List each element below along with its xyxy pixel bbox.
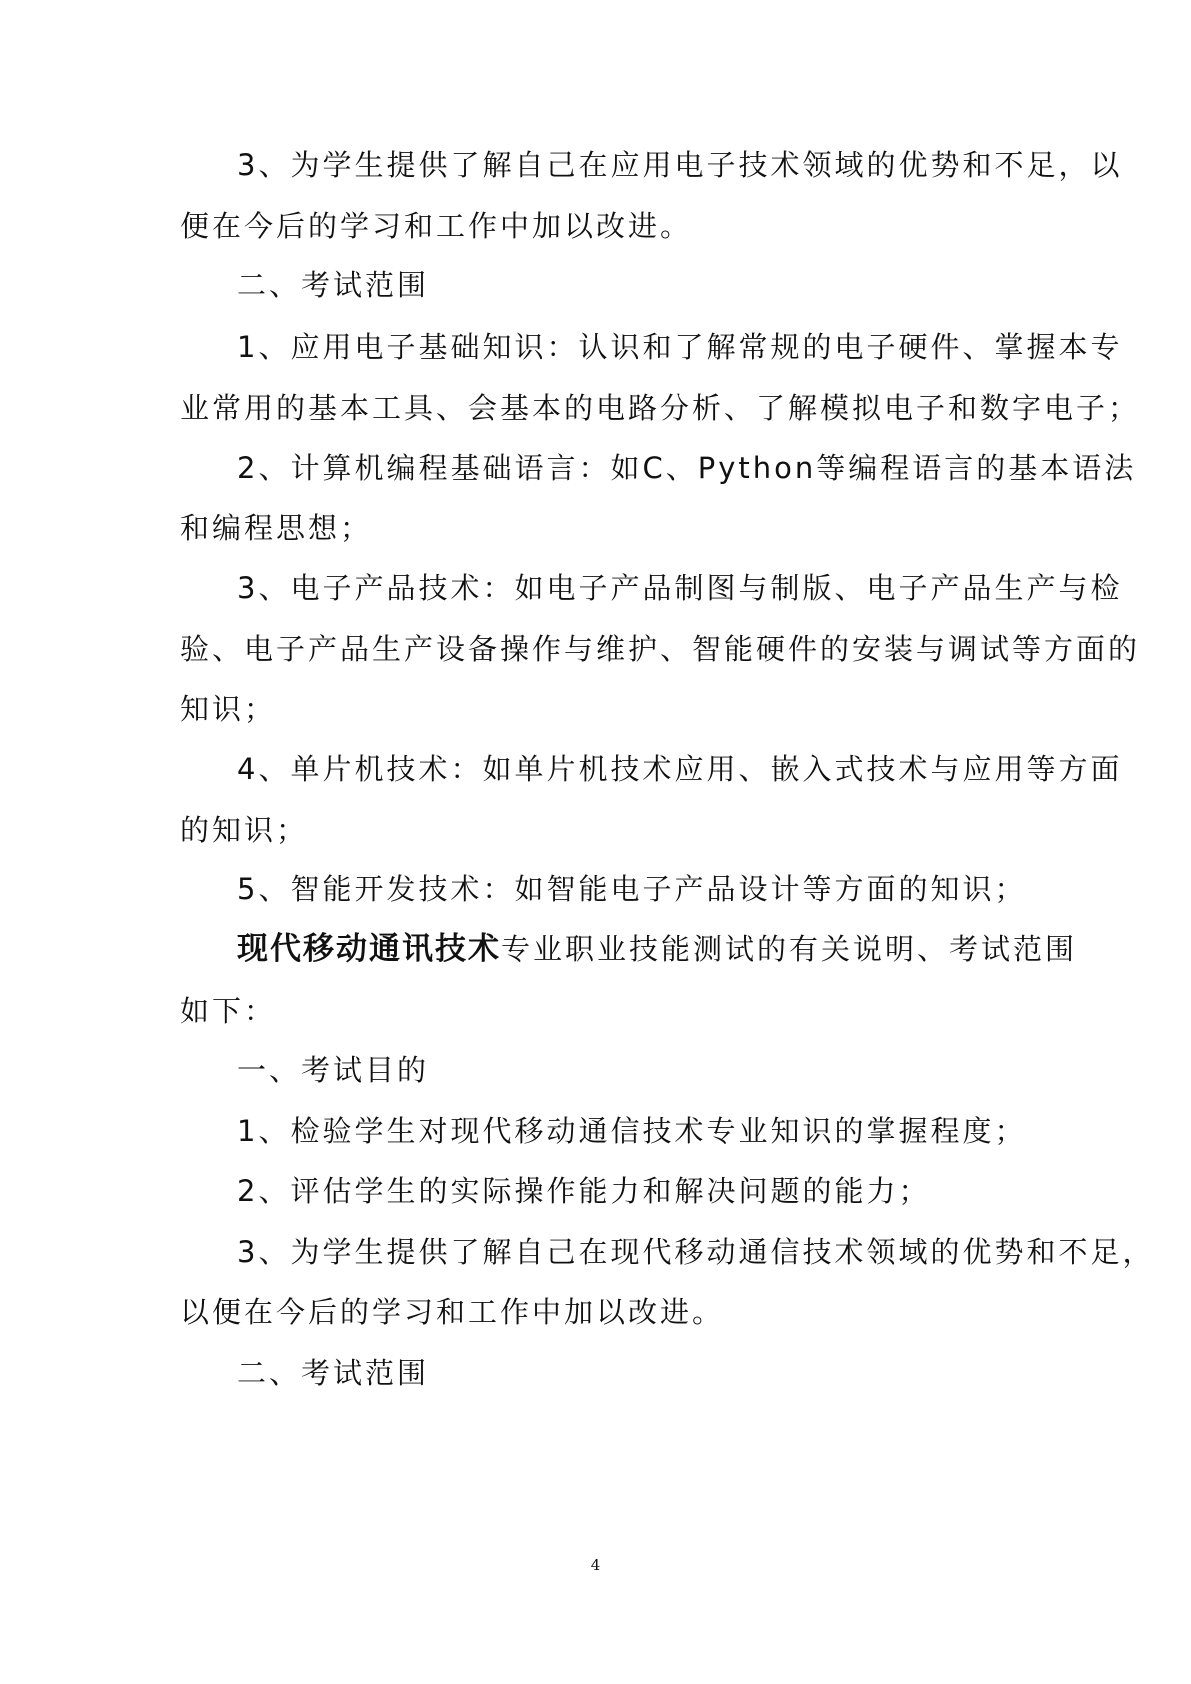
paragraph-line: 以便在今后的学习和工作中加以改进。 [180, 1295, 725, 1329]
section-heading: 二、考试范围 [237, 268, 430, 302]
paragraph-line: 和编程思想； [180, 511, 373, 545]
program-heading-rest: 专业职业技能测试的有关说明、考试范围 [501, 932, 1078, 966]
paragraph-line: 知识； [180, 692, 277, 726]
paragraph-line: 1、检验学生对现代移动通信技术专业知识的掌握程度； [237, 1114, 1027, 1148]
section-heading: 二、考试范围 [237, 1356, 430, 1390]
paragraph-line: 3、电子产品技术：如电子产品制图与制版、电子产品生产与检 [237, 571, 1123, 605]
paragraph-line: 验、电子产品生产设备操作与维护、智能硬件的安装与调试等方面的 [180, 632, 1141, 666]
program-name: 现代移动通讯技术 [237, 931, 501, 967]
program-heading-line [237, 929, 1077, 969]
section-heading: 一、考试目的 [237, 1053, 430, 1087]
paragraph-line: 3、为学生提供了解自己在现代移动通信技术领域的优势和不足， [237, 1235, 1155, 1269]
paragraph-line: 5、智能开发技术：如智能电子产品设计等方面的知识； [237, 872, 1027, 906]
paragraph-line: 2、评估学生的实际操作能力和解决问题的能力； [237, 1174, 931, 1208]
paragraph-line: 便在今后的学习和工作中加以改进。 [180, 209, 693, 243]
paragraph-line: 1、应用电子基础知识：认识和了解常规的电子硬件、掌握本专 [237, 330, 1123, 364]
paragraph-line: 如下： [180, 994, 277, 1028]
page-number: 4 [590, 1556, 601, 1574]
paragraph-line: 业常用的基本工具、会基本的电路分析、了解模拟电子和数字电子； [180, 391, 1141, 425]
paragraph-line: 3、为学生提供了解自己在应用电子技术领域的优势和不足，以 [237, 148, 1123, 182]
paragraph-line: 的知识； [180, 813, 309, 847]
paragraph-line: 4、单片机技术：如单片机技术应用、嵌入式技术与应用等方面 [237, 752, 1123, 786]
paragraph-line: 2、计算机编程基础语言：如C、Python等编程语言的基本语法 [237, 451, 1137, 485]
